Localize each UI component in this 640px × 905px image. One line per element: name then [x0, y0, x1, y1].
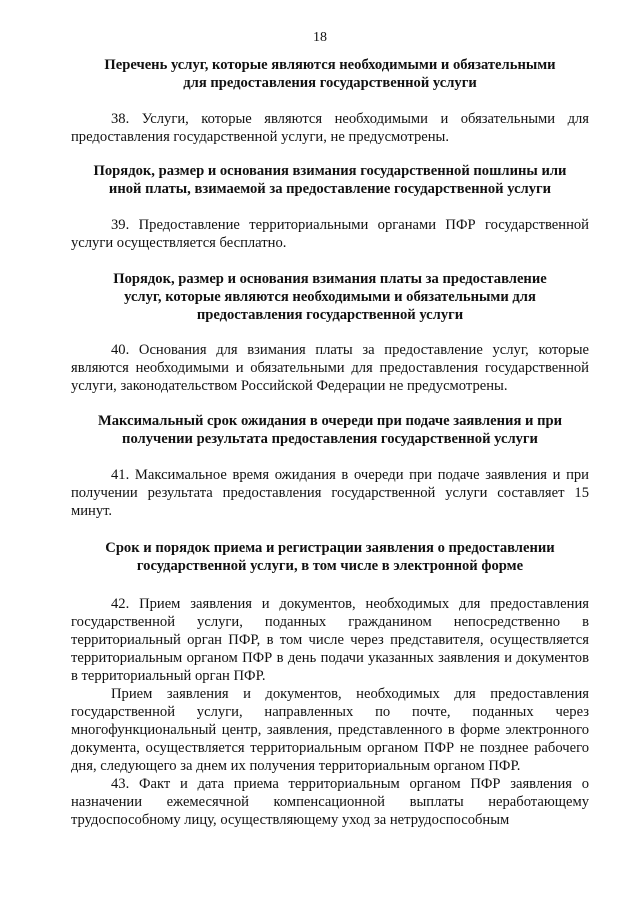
paragraph-43: 43. Факт и дата приема территориальным органом ПФР заявления о назначении ежемесячной компенсационной выплаты неработающему трудоспособному лицу, осуществляющему уход за нетрудоспособным: [71, 776, 589, 828]
heading-line: Порядок, размер и основания взимания государственной пошлины или: [93, 163, 567, 179]
section-heading-state-duty: [71, 162, 589, 198]
page-number: 18: [313, 30, 327, 45]
section-heading-application-registration: [71, 539, 589, 575]
paragraph-42-continued: Прием заявления и документов, необходимых для предоставления государственной услуги, направленных по почте, поданных через многофункциональный центр, заявления, представленного в форме электронного документа, осуществляется территориальным органом ПФР не позднее рабочего дня, следующего за днем их получения территориальным органом ПФР.: [71, 686, 589, 774]
heading-line: иной платы, взимаемой за предоставление государственной услуги: [108, 181, 552, 197]
heading-line: услуг, которые являются необходимыми и обязательными для: [124, 289, 536, 305]
document-body: [71, 52, 589, 829]
heading-line: Срок и порядок приема и регистрации заявления о предоставлении: [105, 540, 555, 556]
heading-line: Перечень услуг, которые являются необходимыми и обязательными: [104, 57, 556, 73]
heading-line: получении результата предоставления государственной услуги: [122, 431, 538, 447]
heading-line: предоставления государственной услуги: [196, 307, 464, 323]
paragraph-40: 40. Основания для взимания платы за предоставление услуг, которые являются необходимыми и обязательными для предоставления государственной услуги, законодательством Российской Федерации не предусмотрены.: [71, 342, 589, 394]
paragraph-39: 39. Предоставление территориальными органами ПФР государственной услуги осуществляется бесплатно.: [71, 217, 589, 251]
heading-line: Максимальный срок ожидания в очереди при подаче заявления и при: [97, 413, 563, 429]
section-heading-queue-time: [71, 412, 589, 448]
section-heading-services-list: [71, 56, 589, 92]
paragraph-42: 42. Прием заявления и документов, необходимых для предоставления государственной услуги, поданных гражданином непосредственно в территориальный орган ПФР, в том числе через представителя, осуществляется территориальным органом ПФР в день подачи указанных заявления и документов в территориальный орган ПФР.: [71, 596, 589, 684]
heading-line: Порядок, размер и основания взимания платы за предоставление: [113, 271, 547, 287]
heading-line: для предоставления государственной услуги: [183, 75, 477, 91]
paragraph-38: 38. Услуги, которые являются необходимыми и обязательными для предоставления государственной услуги, не предусмотрены.: [71, 111, 589, 145]
heading-line: государственной услуги, в том числе в электронной форме: [136, 558, 524, 574]
paragraph-41: 41. Максимальное время ожидания в очереди при подаче заявления и при получении результата предоставления государственной услуги составляет 15 минут.: [71, 467, 589, 519]
section-heading-service-fees: [71, 270, 589, 324]
